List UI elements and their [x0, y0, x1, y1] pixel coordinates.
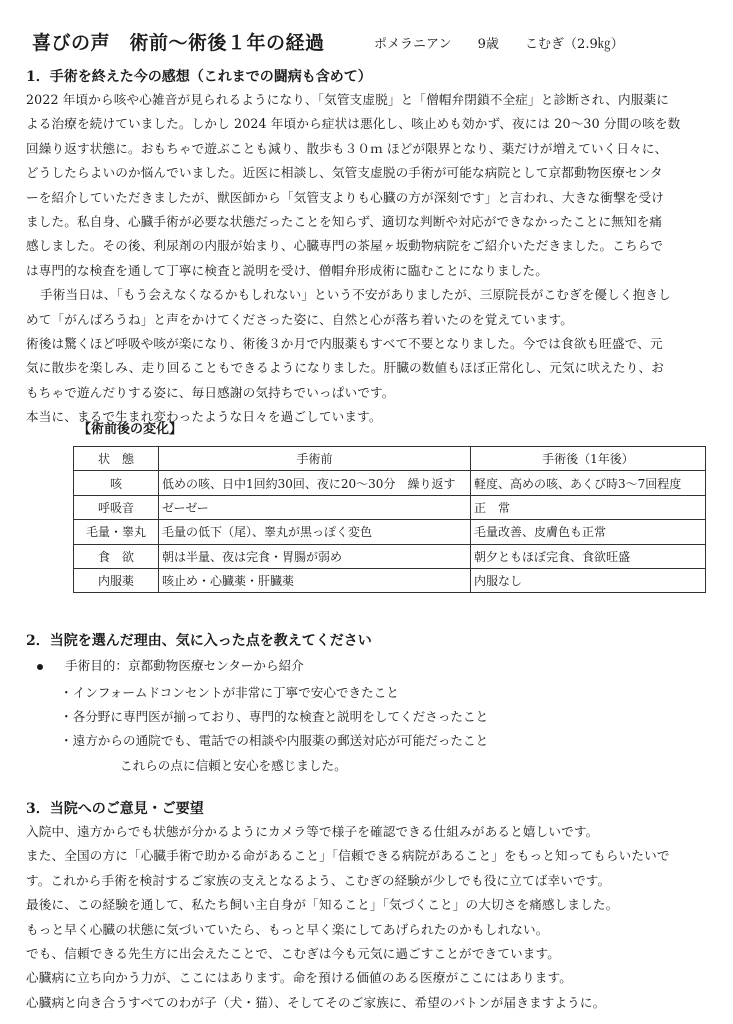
- text-line: す。これから手術を検討するご家族の支えとなるよう、こむぎの経験が少しでも役に立てば幸いです。: [26, 872, 611, 888]
- reason-item: ・遠方からの通院でも、電話での相談や内服薬の郵送対応が可能だったこと: [60, 733, 489, 748]
- table-row: [74, 471, 706, 495]
- before-cell: ゼーゼー: [159, 495, 471, 519]
- text-line: は専門的な検査を通して丁寧に検査と説明を受け、僧帽弁形成術に臨むことになりました。: [26, 262, 548, 278]
- bullet-item: [37, 655, 304, 674]
- text-line: また、全国の方に「心臓手術で助かる命があること」「信頼できる病院があること」をもっと知ってもらいたいで: [26, 848, 670, 864]
- text-line: よる治療を続けていました。しかし 2024 年頃から症状は悪化し、咳止めも効かず、夜には 20〜30 分間の咳を数: [26, 116, 681, 132]
- after-cell: 軽度、高めの咳、あくび時3〜7回程度: [471, 471, 706, 495]
- table-row: [74, 520, 706, 544]
- text-line: ました。私自身、心臓手術が必要な状態だったことを知らず、適切な判断や対応ができなかったことに無知を痛: [26, 214, 663, 230]
- text-line: 感しました。その後、利尿剤の内服が始まり、心臓専門の茶屋ヶ坂動物病院をご紹介いただきました。こちらで: [26, 238, 664, 254]
- text-line: めて「がんばろうね」と声をかけてくださった姿に、自然と心が落ち着いたのを覚えています。: [26, 311, 573, 327]
- text-line: 入院中、遠方からでも状態が分かるようにカメラ等で様子を確認できる仕組みがあると嬉しいです。: [26, 824, 599, 839]
- before-cell: 朝は半量、夜は完食・胃腸が弱め: [159, 544, 471, 568]
- after-cell: 内服なし: [471, 568, 706, 592]
- pet-info: [374, 33, 646, 52]
- text-line: 2022 年頃から咳や心雑音が見られるようになり、「気管支虚脱」と「僧帽弁閉鎖不全症」と診断され、内服薬に: [26, 92, 669, 107]
- text-line: 回繰り返す状態に。おもちゃで遊ぶことも減り、散歩も３０ｍ ほどが限界となり、薬だけが増えていく日々に、: [26, 140, 668, 156]
- reason-item: ・インフォームドコンセントが非常に丁寧で安心できたこと: [60, 685, 399, 700]
- text-line: 最後に、この経験を通して、私たち飼い主自身が「知ること」「気づくこと」の大切さを痛感しました。: [26, 897, 619, 913]
- text-line: もちゃで遊んだりする姿に、毎日感謝の気持ちでいっぱいです。: [26, 384, 395, 400]
- text-line: どうしたらよいのか悩んでいました。近医に相談し、気管支虚脱の手術が可能な病院として京都動物医療センタ: [26, 165, 663, 181]
- bullet-dot-icon: [37, 664, 43, 670]
- row-label: 内服薬: [74, 568, 159, 592]
- reason-item: ・各分野に専門医が揃っており、専門的な検査と説明をしてくださったこと: [60, 709, 489, 724]
- comparison-table: [73, 446, 706, 593]
- text-line: でも、信頼できる先生方に出会えたことで、こむぎは今も元気に過ごすことができています。: [26, 946, 560, 962]
- text-line: 心臓病に立ち向かう力が、ここにはあります。命を預ける価値のある医療がここにはあります。: [26, 970, 572, 986]
- header-cell: 手術前: [159, 447, 471, 471]
- header-cell: 状 態: [74, 447, 159, 471]
- before-cell: 毛量の低下（尾）、睾丸が黒っぽく変色: [159, 520, 471, 544]
- after-cell: 正 常: [471, 495, 706, 519]
- section1-heading: 1．手術を終えた今の感想（これまでの闘病も含めて）: [26, 69, 372, 85]
- table-header-row: [74, 447, 706, 471]
- text-line: 手術当日は、「もう会えなくなるかもしれない」という不安がありましたが、三原院長がこむぎを優しく抱きし: [40, 287, 671, 303]
- pet-age: 9歳: [477, 37, 499, 52]
- text-line: ーを紹介していただきましたが、獣医師から「気管支よりも心臓の方が深刻です」と言われ、大きな衝撃を受け: [26, 189, 664, 205]
- row-label: 咳: [74, 471, 159, 495]
- section2-heading: 2．当院を選んだ理由、気に入った点を教えてください: [26, 633, 372, 649]
- before-cell: 咳止め・心臓薬・肝臓薬: [159, 568, 471, 592]
- table-row: [74, 544, 706, 568]
- after-cell: 毛量改善、皮膚色も正常: [471, 520, 706, 544]
- reason-closing: これらの点に信頼と安心を感じました。: [120, 758, 347, 773]
- pet-breed: ポメラニアン: [374, 37, 452, 52]
- after-cell: 朝夕ともほぼ完食、食欲旺盛: [471, 544, 706, 568]
- title-row: [32, 28, 722, 58]
- row-label: 食 欲: [74, 544, 159, 568]
- header-cell: 手術後（1年後）: [471, 447, 706, 471]
- row-label: 毛量・睾丸: [74, 520, 159, 544]
- before-cell: 低めの咳、日中1回約30回、夜に20〜30分 繰り返す: [159, 471, 471, 495]
- pet-name: こむぎ（2.9㎏）: [525, 37, 624, 52]
- section3-heading: 3．当院へのご意見・ご要望: [26, 801, 204, 817]
- section1-body: [26, 88, 716, 430]
- text-line: 本当に、まるで生まれ変わったような日々を過ごしています。: [26, 409, 382, 425]
- table-row: [74, 568, 706, 592]
- table-row: [74, 495, 706, 519]
- bullet-text: 手術目的：京都動物医療センターから紹介: [65, 658, 304, 673]
- text-line: 術後は驚くほど呼吸や咳が楽になり、術後３か月で内服薬もすべて不要となりました。今では食欲も旺盛で、元: [26, 336, 663, 352]
- text-line: もっと早く心臓の状態に気づいていたら、もっと早く楽にしてあげられたのかもしれない。: [26, 921, 549, 937]
- section3-body: [26, 820, 716, 1015]
- text-line: 気に散歩を楽しみ、走り回ることもできるようになりました。肝臓の数値もほぼ正常化し、元気に吠えたり、お: [26, 360, 664, 376]
- text-line: 心臓病と向き合うすべてのわが子（犬・猫）、そしてそのご家族に、希望のバトンが届きますように。: [26, 994, 606, 1010]
- page-title: 喜びの声 術前〜術後１年の経過: [32, 32, 325, 54]
- table-caption: 【術前後の変化】: [78, 422, 183, 437]
- row-label: 呼吸音: [74, 495, 159, 519]
